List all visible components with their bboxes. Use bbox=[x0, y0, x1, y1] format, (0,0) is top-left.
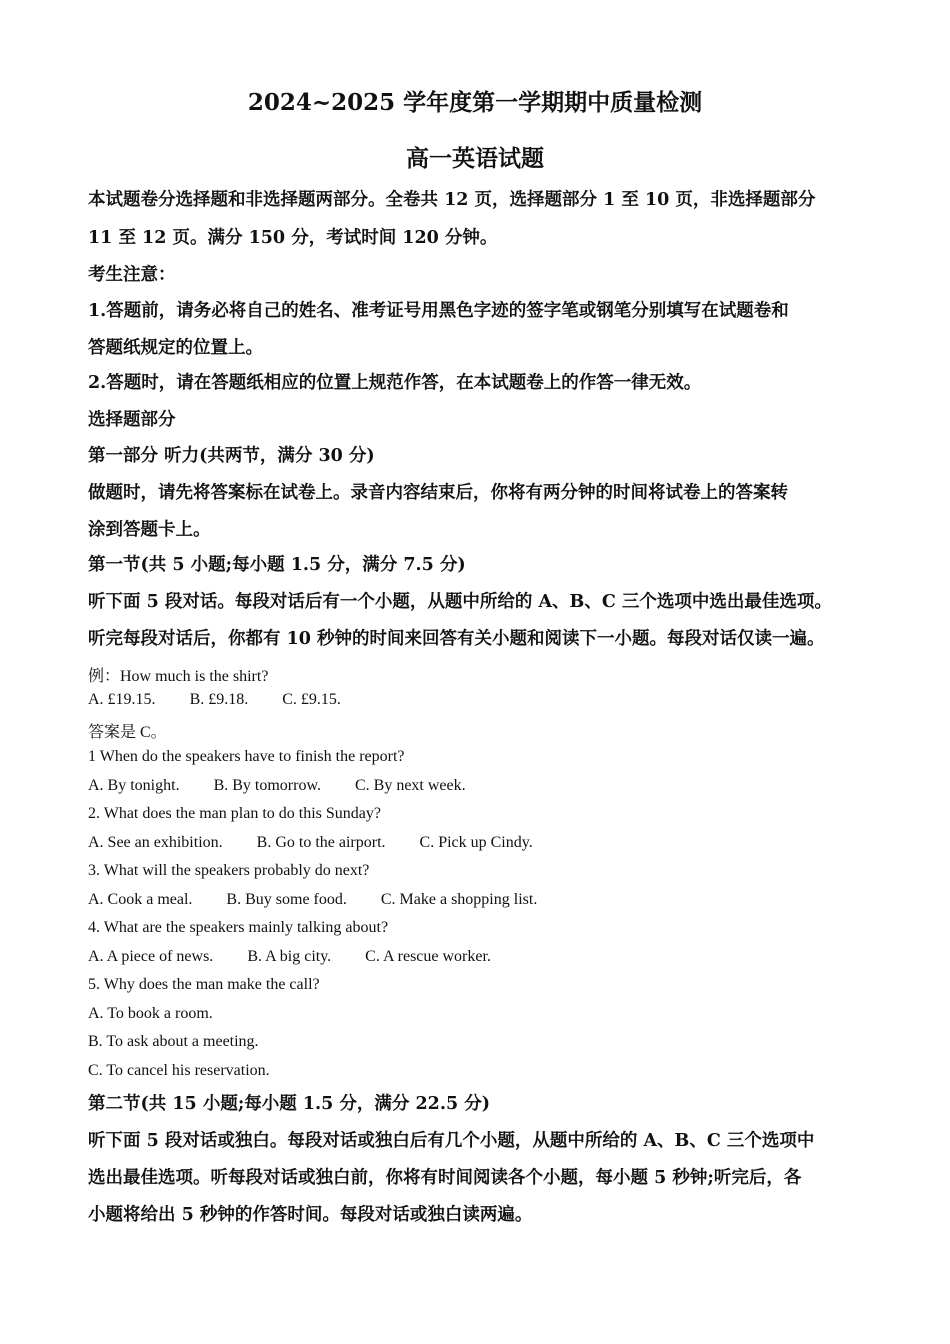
question-3: 3. What will the speakers probably do next? bbox=[88, 862, 370, 879]
question-1: 1 When do the speakers have to finish the report? bbox=[88, 748, 405, 765]
option-b: B. By tomorrow. bbox=[213, 777, 321, 794]
option-a: A. See an exhibition. bbox=[88, 834, 223, 851]
sec2-instruction-line-2: 选出最佳选项。听每段对话或独白前，你将有时间阅读各个小题，每小题 5 秒钟;听完后，各 bbox=[88, 1168, 802, 1188]
section-choice-heading: 选择题部分 bbox=[88, 410, 176, 430]
sec2-instruction-line-3: 小题将给出 5 秒钟的作答时间。每段对话或独白读两遍。 bbox=[88, 1205, 533, 1225]
option-c: C. Make a shopping list. bbox=[380, 891, 538, 908]
sec1-heading: 第一节(共 5 小题;每小题 1.5 分，满分 7.5 分) bbox=[88, 555, 466, 575]
question-5: 5. Why does the man make the call? bbox=[88, 976, 320, 993]
option-b: B. Go to the airport. bbox=[256, 834, 386, 851]
part1-instruction-line-2: 涂到答题卡上。 bbox=[88, 520, 211, 540]
intro-line-1: 本试题卷分选择题和非选择题两部分。全卷共 12 页，选择题部分 1 至 10 页，非选择题部分 bbox=[88, 190, 816, 210]
example-option-c: C. £9.15. bbox=[282, 691, 341, 708]
option-c: C. By next week. bbox=[354, 777, 466, 794]
sec1-instruction-line-1: 听下面 5 段对话。每段对话后有一个小题，从题中所给的 A、B、C 三个选项中选出最佳选项。 bbox=[88, 592, 832, 612]
intro-line-2: 11 至 12 页。满分 150 分，考试时间 120 分钟。 bbox=[88, 228, 498, 248]
notice-item-1-line-1: 1.答题前，请务必将自己的姓名、准考证号用黑色字迹的签字笔或钢笔分别填写在试题卷和 bbox=[88, 301, 789, 321]
option-c: C. A rescue worker. bbox=[365, 948, 491, 965]
example-answer: 答案是 C。 bbox=[88, 724, 167, 741]
sec1-instruction-line-2: 听完每段对话后，你都有 10 秒钟的时间来回答有关小题和阅读下一小题。每段对话仅读一遍。 bbox=[88, 629, 825, 649]
exam-title: 2024~2025 学年度第一学期期中质量检测 bbox=[247, 89, 703, 116]
question-5-option-c: C. To cancel his reservation. bbox=[88, 1062, 270, 1079]
example-question: 例：How much is the shirt? bbox=[88, 668, 269, 685]
option-a: A. By tonight. bbox=[88, 777, 180, 794]
notice-item-1-line-2: 答题纸规定的位置上。 bbox=[88, 338, 263, 358]
sec2-instruction-line-1: 听下面 5 段对话或独白。每段对话或独白后有几个小题，从题中所给的 A、B、C 三个选项中 bbox=[88, 1131, 815, 1151]
option-b: B. A big city. bbox=[247, 948, 332, 965]
sec2-heading: 第二节(共 15 小题;每小题 1.5 分，满分 22.5 分) bbox=[88, 1094, 490, 1114]
example-option-b: B. £9.18. bbox=[189, 691, 249, 708]
question-2: 2. What does the man plan to do this Sunday? bbox=[88, 805, 381, 822]
question-5-option-a: A. To book a room. bbox=[88, 1005, 213, 1022]
option-c: C. Pick up Cindy. bbox=[419, 834, 533, 851]
part1-heading: 第一部分 听力(共两节，满分 30 分) bbox=[88, 446, 375, 466]
part1-instruction-line-1: 做题时，请先将答案标在试卷上。录音内容结束后，你将有两分钟的时间将试卷上的答案转 bbox=[88, 483, 788, 503]
question-3-options bbox=[88, 891, 537, 909]
question-5-option-b: B. To ask about a meeting. bbox=[88, 1033, 259, 1050]
question-1-options bbox=[88, 777, 466, 795]
notice-heading: 考生注意： bbox=[88, 265, 176, 285]
question-2-options bbox=[88, 834, 533, 852]
example-option-a: A. £19.15. bbox=[88, 691, 156, 708]
notice-item-2: 2.答题时，请在答题纸相应的位置上规范作答，在本试题卷上的作答一律无效。 bbox=[88, 373, 702, 393]
option-a: A. A piece of news. bbox=[88, 948, 214, 965]
option-a: A. Cook a meal. bbox=[88, 891, 193, 908]
question-4: 4. What are the speakers mainly talking about? bbox=[88, 919, 389, 936]
option-b: B. Buy some food. bbox=[226, 891, 347, 908]
example-options bbox=[88, 691, 341, 709]
exam-subtitle: 高一英语试题 bbox=[406, 145, 544, 172]
question-4-options bbox=[88, 948, 491, 966]
